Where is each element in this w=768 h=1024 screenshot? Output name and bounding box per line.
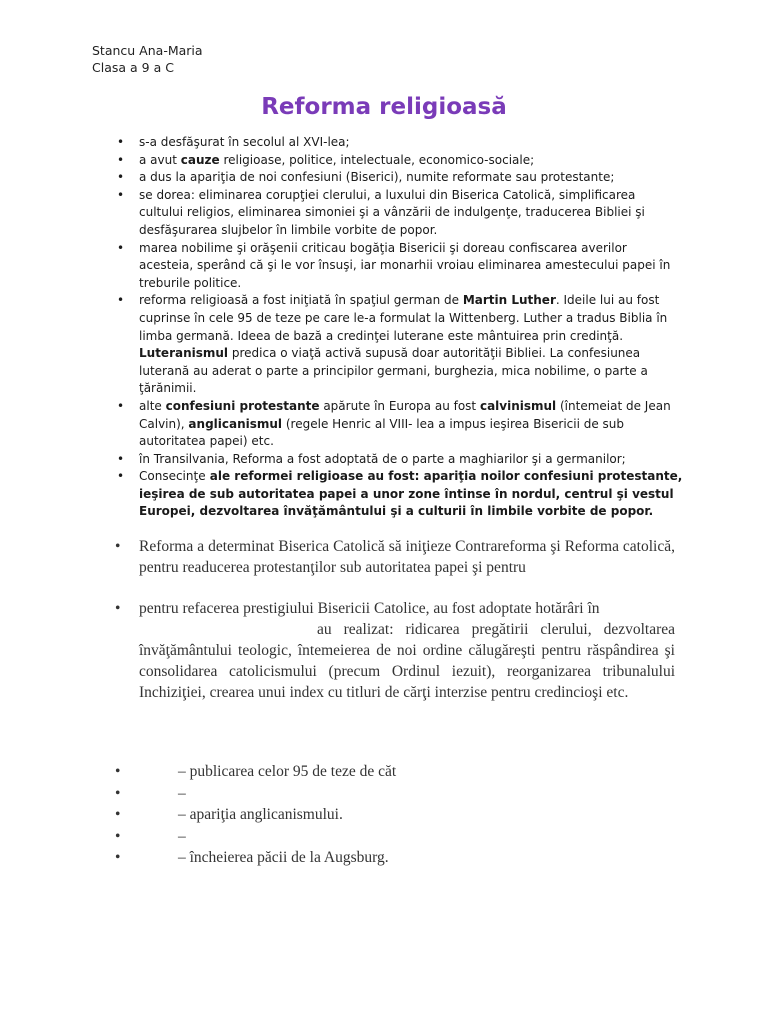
note-text: (regele Henric al VIII- lea a impus ieşirea Bisericii de sub autoritatea papei) etc. [139,416,625,449]
counter-reform-item-1 [0,536,768,578]
note-text: se dorea: eliminarea corupţiei clerului, a luxului din Biserica Catolică, simplificarea cultului religios, eliminarea simoniei şi a vânzării de indulgenţe, traducerea Bibliei şi desfăşurarea slujbelor în limbile vorbite de popor. [139,187,645,237]
bullet-icon: • [117,170,125,185]
bullet-icon: • [117,293,125,308]
note-text: apărute în Europa au fost [319,398,480,413]
timeline-text: – [178,784,186,802]
note-keyword: anglicanismul [188,416,283,431]
note-keyword: calvinismul [479,398,557,413]
counter-reform-text-1: Reforma a determinat Biserica Catolică să iniţieze Contrareforma şi Reforma catolică, pentru readucerea protestanţilor sub autoritatea papei şi pentru [139,538,675,576]
bullet-icon: • [115,849,121,866]
timeline-text: – încheierea păcii de la Augsburg. [178,849,389,866]
bullet-icon: • [115,827,121,845]
note-text: marea nobilime şi orăşenii criticau bogăţia Bisericii şi doreau confiscarea averilor acesteia, sperând că şi le vor însuşi, iar monarhii vroiau eliminarea amestecului papei în treburile politice. [139,240,671,290]
note-text: (întemeiat de Jean Calvin), [139,398,671,431]
note-text: alte [139,398,166,413]
note-item [0,468,768,521]
timeline-item [0,804,768,826]
timeline-item [0,826,768,848]
page-title: Reforma religioasă [261,94,507,120]
note-text: a dus la apariţia de noi confesiuni (Biserici), numite reformate sau protestante; [139,170,615,185]
notes-list [0,134,768,521]
bullet-icon: • [117,469,125,484]
note-item [0,169,768,187]
bullet-icon: • [115,538,121,555]
bullet-icon: • [117,240,125,255]
timeline-list [0,761,768,869]
note-keyword: ale reformei religioase au fost: apariţia noilor confesiuni protestante, ieşirea de sub autoritatea papei a unor zone întinse în nordul, centrul şi vestul Europei, dezvoltarea învăţământului şi a culturii în limbile vorbite de popor. [139,469,683,519]
note-item [0,152,768,170]
timeline-item [0,847,768,869]
note-item [0,134,768,152]
timeline-text: – apariţia anglicanismului. [178,806,343,823]
note-keyword: cauze [180,152,220,167]
note-text: s-a desfăşurat în secolul al XVI-lea; [139,135,350,149]
bullet-icon: • [115,784,121,802]
note-keyword: Martin Luther [462,293,556,308]
timeline-item [0,783,768,805]
note-text: predica o viaţă activă supusă doar autorităţii Bibliei. La confesiunea luterană au aderat o parte a principilor germani, burghezia, mica nobilime, o parte a ţărănimii. [139,346,648,396]
note-keyword: Luteranismul [139,346,229,361]
bullet-icon: • [115,600,121,617]
note-text: Consecinţe [139,469,206,484]
counter-reform-text-2-line1: pentru refacerea prestigiului Bisericii Catolice, au fost adoptate hotărâri în [139,600,600,617]
timeline-text: – publicarea celor 95 de teze de căt [178,763,397,780]
counter-reform-text-2-rest: au realizat: ridicarea pregătirii clerului, dezvoltarea învăţământului teologic, întemeierea de noi ordine călugăreşti pentru răspândirea şi consolidarea catolicismului (precum Ordinul iezuit), reorganizarea tribunalului Inchiziţiei, crearea unui index cu titluri de cărţi interzise pentru credincioşi etc. [139,621,675,701]
note-text: . Ideile lui au fost cuprinse în cele 95 de teze pe care le-a formulat la Wittenberg. Luther a tradus Biblia în limba germană. Ideea de bază a credinţei luterane este mântuirea prin credinţă. [139,293,668,343]
bullet-icon: • [117,398,125,413]
timeline-item [0,761,768,783]
note-keyword: confesiuni protestante [165,398,320,413]
note-text: religioase, politice, intelectuale, economico-sociale; [219,152,535,167]
class-label: Clasa a 9 a C [92,60,174,75]
note-item [0,292,768,398]
note-item [0,398,768,451]
counter-reform-item-2 [0,598,768,703]
note-text: reforma religioasă a fost iniţiată în spaţiul german de [139,293,463,308]
note-text: a avut [139,152,181,167]
note-item [0,187,768,240]
bullet-icon: • [117,187,125,202]
note-text: în Transilvania, Reforma a fost adoptată de o parte a maghiarilor şi a germanilor; [139,451,626,466]
bullet-icon: • [115,806,121,823]
note-item [0,451,768,469]
bullet-icon: • [115,763,121,780]
bullet-icon: • [117,152,125,167]
timeline-text: – [178,827,186,845]
note-item [0,240,768,293]
bullet-icon: • [117,135,125,149]
bullet-icon: • [117,451,125,466]
author-name: Stancu Ana-Maria [92,43,203,58]
